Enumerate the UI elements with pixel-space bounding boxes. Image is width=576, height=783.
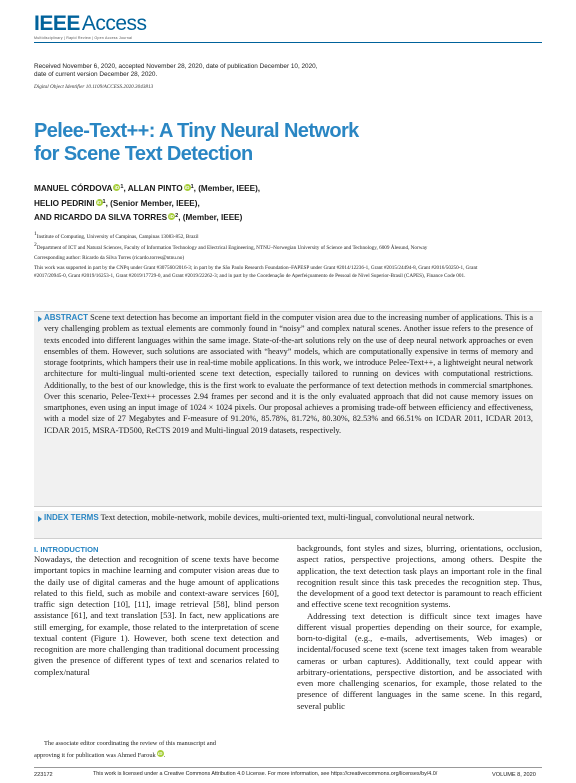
triangle-bullet-icon (38, 516, 42, 522)
doi[interactable]: Digital Object Identifier 10.1109/ACCESS.2020.3043813 (34, 84, 154, 90)
funding-statement: This work was supported in part by the CNPq under Grant #307560/2016-3; in part by the São Paulo Research Foundation–FAPESP under Grant #2014/12236-1, Grant #2015/24494-8, Grant #2016/50250-1, Grant #2017/20945-0, Grant #2019/16253-1, Grant #2019/17729-0, and Grant #2019/22262-3; and in part by the Coordenação de Aperfeiçoamento de Pessoal de Nível Superior-Brasil (CAPES), Finance Code 001. (34, 265, 478, 279)
affiliation-marker: 1 (190, 184, 194, 190)
ieee-access-logo (34, 12, 147, 34)
current-version-line: date of current version December 28, 2020. (34, 71, 158, 79)
title-line-2: for Scene Text Detection (34, 143, 253, 165)
editor-footnote: The associate editor coordinating the review of this manuscript and approving it for publication was Ahmed Farouk iD. (34, 739, 279, 761)
author-name: MANUEL CÓRDOVA (34, 184, 113, 193)
abstract-text: Scene text detection has become an important field in the computer vision area due to the increasing number of applications. This is a very challenging problem as textual elements are commonly found in “noisy” and complex natural scenes. Another issue refers to the presence of texts encoded into different languages within the same image. State-of-the-art solutions rely on the use of deep neural network approaches or even ensembles of them. However, such solutions are associated with “heavy” models, which are computationally expensive in terms of memory and storage footprints, which hampers their use in real-time mobile applications. In this work, we introduce Pelee-Text++, a lightweight neural network architecture for multi-lingual multi-oriented scene text detection, especially tailored to running on devices with computational restrictions. Additionally, to the best of our knowledge, this is the first work to evaluate the performance of text detection methods in commercial smartphones. Over this scenario, Pelee-Text++ processes 2.94 frames per second and it is the only evaluated approach that did not cause memory issues on smartphones, even using an input image of 1024 × 1024 pixels. Our proposal achieves a promising trade-off between efficiency and effectiveness, with a model size of 27 Megabytes and F-measure of 91.20%, 85.78%, 81.72%, 80.30%, 82.53% and 66.51% on ICDAR 2011, ICDAR 2013, ICDAR 2015, MSRA-TD500, ReCTS 2019 and Multi-lingual 2019 datasets, respectively. (44, 313, 534, 435)
author-name: AND RICARDO DA SILVA TORRES (34, 213, 168, 222)
logo-ieee: IEEE (34, 12, 80, 35)
author-role: , (Member, IEEE), (193, 184, 261, 193)
section-heading: I. INTRODUCTION (34, 545, 99, 554)
author-name: HELIO PEDRINI (34, 198, 95, 208)
body-column-left: Nowadays, the detection and recognition of scene texts have become important topics in machine learning and computer vision areas due to the daily use of digital cameras and the huge amount of applications related to this field, such as mobile and context-aware services [60], traffic sign detection [10], [11], image retrieval [58], blind person assistance [61], and text translation [53]. In fact, new applications are still emerging, for example, those related to the interpretation of scene textual content (Figure 1). However, both scene text detection and recognition are more challenging than traditional document processing given the presence of different types of text and scenarios related to complex/natural (34, 554, 279, 677)
orcid-icon[interactable]: iD (184, 185, 190, 190)
publication-dates (34, 63, 434, 80)
orcid-icon[interactable]: iD (169, 214, 174, 219)
abstract (44, 312, 533, 436)
affiliation-2: 2Department of ICT and Natural Sciences, Faculty of Information Technology and Electrical Engineering, NTNU–Norwegian University of Science and Technology, 6009 Ålesund, Norway (34, 241, 428, 251)
index-terms-label: INDEX TERMS (44, 513, 99, 522)
license-notice[interactable]: This work is licensed under a Creative Commons Attribution 4.0 License. For more information, see https://creativecommons.org/licenses/by/4.0/ (93, 771, 438, 777)
logo-access: Access (81, 12, 147, 35)
author-list (34, 181, 494, 225)
index-terms (44, 512, 514, 523)
triangle-bullet-icon (38, 316, 42, 322)
body-column-right (297, 543, 542, 712)
author-line-1 (34, 181, 494, 196)
paragraph: backgrounds, font styles and sizes, blurring, orientations, occlusion, aspect ratios, perspective projections, among others. Despite the application, the text detection task plays an important role in the final recognition result since this task precedes the recognition step. Thus, the development of a good text detector is paramount to reach efficient and effective scene text recognition systems. (297, 543, 542, 610)
author-role: , (Senior Member, IEEE), (105, 198, 200, 208)
orcid-icon[interactable]: iD (158, 750, 163, 756)
received-line: Received November 6, 2020, accepted November 28, 2020, date of publication December 10, 2020, (34, 63, 318, 70)
footnote-line-2: approving it for publication was Ahmed Farouk (34, 751, 156, 759)
paper-title (34, 120, 474, 166)
corresponding-author: Corresponding author: Ricardo da Silva Torres (ricardo.torres@ntnu.no) (34, 255, 185, 261)
footnote-line-1: The associate editor coordinating the review of this manuscript and (44, 740, 216, 747)
index-terms-text: Text detection, mobile-network, mobile devices, multi-oriented text, multi-lingual, convolutional neural network. (100, 513, 475, 522)
volume-label: VOLUME 8, 2020 (492, 772, 536, 778)
paragraph: Addressing text detection is difficult since text images have different visual properties depending on their source, for example, born-to-digital (e.g., e-mails, advertisements, Web images) or incidental/focused scene text (scene text images taken from wearable cameras or urban captures). Additionally, text could appear with arbitrary-orientations, perspective distortion, and be associated with even more challenging scenarios, for example, those related to the presence of different languages in the same scene. In this regard, several public (297, 610, 542, 711)
page-number: 223172 (34, 772, 53, 778)
affiliations (34, 231, 504, 252)
affiliation-1: 1Institute of Computing, University of Campinas, Campinas 13083-852, Brazil (34, 231, 199, 240)
affiliation-marker: 1 (102, 198, 106, 205)
affiliation-marker: 1 (120, 184, 124, 190)
header-divider (34, 42, 542, 43)
abstract-label: ABSTRACT (44, 313, 88, 322)
title-line-1: Pelee-Text++: A Tiny Neural Network (34, 120, 359, 142)
author-role: , (Member, IEEE) (178, 213, 243, 222)
author-line-3 (34, 210, 494, 225)
logo-tagline: Multidisciplinary | Rapid Review | Open Access Journal (34, 36, 133, 40)
affiliation-marker: 2 (175, 213, 179, 219)
author-name: , ALLAN PINTO (123, 184, 183, 193)
author-line-2 (34, 196, 494, 211)
orcid-icon[interactable]: iD (96, 199, 102, 205)
footer-divider (34, 767, 542, 768)
orcid-icon[interactable]: iD (114, 185, 120, 190)
